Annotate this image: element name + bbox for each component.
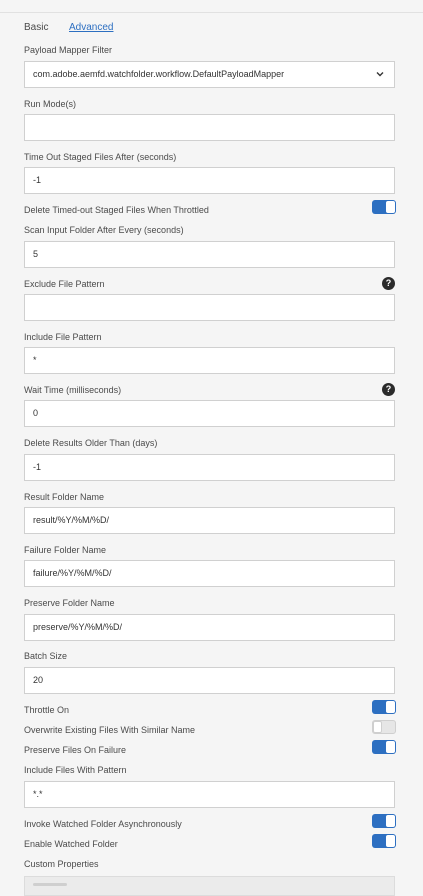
scan-input-input[interactable]: 5 xyxy=(24,241,395,268)
enable-watched-label: Enable Watched Folder xyxy=(24,839,118,849)
result-folder-input[interactable]: result/%Y/%M/%D/ xyxy=(24,507,395,534)
include-pattern-input[interactable]: * xyxy=(24,347,395,374)
exclude-pattern-label: Exclude File Pattern xyxy=(24,279,105,289)
delete-results-label: Delete Results Older Than (days) xyxy=(24,438,158,448)
batch-size-label: Batch Size xyxy=(24,651,68,661)
preserve-folder-label: Preserve Folder Name xyxy=(24,598,115,608)
result-folder-label: Result Folder Name xyxy=(24,492,105,502)
include-with-pattern-label: Include Files With Pattern xyxy=(24,765,127,775)
failure-folder-input[interactable]: failure/%Y/%M/%D/ xyxy=(24,560,395,587)
tab-advanced[interactable]: Advanced xyxy=(69,22,114,33)
include-pattern-label: Include File Pattern xyxy=(24,332,102,342)
invoke-async-label: Invoke Watched Folder Asynchronously xyxy=(24,819,182,829)
timeout-staged-label: Time Out Staged Files After (seconds) xyxy=(24,152,177,162)
throttle-on-label: Throttle On xyxy=(24,705,70,715)
toggle-knob xyxy=(386,741,395,753)
top-divider xyxy=(0,12,423,13)
chevron-down-icon xyxy=(376,70,384,78)
wait-time-input[interactable]: 0 xyxy=(24,400,395,427)
scan-input-label: Scan Input Folder After Every (seconds) xyxy=(24,225,184,235)
throttle-on-toggle[interactable] xyxy=(372,700,396,714)
toggle-knob xyxy=(386,835,395,847)
toggle-knob xyxy=(386,815,395,827)
preserve-on-failure-label: Preserve Files On Failure xyxy=(24,745,127,755)
tab-basic[interactable]: Basic xyxy=(24,22,49,33)
payload-mapper-select[interactable] xyxy=(24,61,395,88)
toggle-knob xyxy=(386,701,395,713)
help-icon[interactable]: ? xyxy=(382,277,395,290)
overwrite-existing-label: Overwrite Existing Files With Similar Name xyxy=(24,725,196,735)
toggle-knob xyxy=(373,721,382,733)
custom-properties-panel xyxy=(24,876,395,896)
payload-mapper-value: com.adobe.aemfd.watchfolder.workflow.DefaultPayloadMapper xyxy=(33,69,285,79)
run-modes-input[interactable] xyxy=(24,114,395,141)
batch-size-input[interactable]: 20 xyxy=(24,667,395,694)
payload-mapper-label: Payload Mapper Filter xyxy=(24,45,113,55)
run-modes-label: Run Mode(s) xyxy=(24,99,77,109)
panel-tab-stub xyxy=(33,883,67,886)
timeout-staged-input[interactable]: -1 xyxy=(24,167,395,194)
wait-time-label: Wait Time (milliseconds) xyxy=(24,385,122,395)
preserve-on-failure-toggle[interactable] xyxy=(372,740,396,754)
help-icon[interactable]: ? xyxy=(382,383,395,396)
toggle-knob xyxy=(386,201,395,213)
delete-results-input[interactable]: -1 xyxy=(24,454,395,481)
overwrite-existing-toggle[interactable] xyxy=(372,720,396,734)
preserve-folder-input[interactable]: preserve/%Y/%M/%D/ xyxy=(24,614,395,641)
include-with-pattern-input[interactable]: *.* xyxy=(24,781,395,808)
delete-timed-out-toggle[interactable] xyxy=(372,200,396,214)
exclude-pattern-input[interactable] xyxy=(24,294,395,321)
enable-watched-toggle[interactable] xyxy=(372,834,396,848)
delete-timed-out-label: Delete Timed-out Staged Files When Throttled xyxy=(24,205,209,215)
failure-folder-label: Failure Folder Name xyxy=(24,545,107,555)
custom-properties-label: Custom Properties xyxy=(24,859,99,869)
invoke-async-toggle[interactable] xyxy=(372,814,396,828)
